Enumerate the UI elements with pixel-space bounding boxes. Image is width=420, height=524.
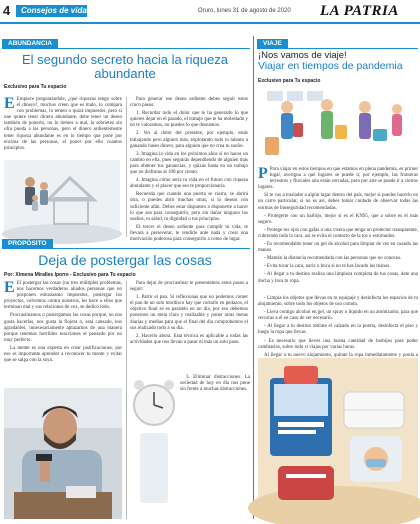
article-byline: Por: Ximena Miralles Iporre - Exclusivo para Tu espacio (4, 272, 136, 278)
article-body-col2: Para generar ese deseo ardiente debes seguir estos cinco pasos: 1. Recordar todo el dolor que te ha generado lo que quieres dejar en el pasado, el trabajo que te ha molestado y no te valoramos, no puedes lo que deseamos. 2. Ver al dolor del presente, por ejemplo, estás trabajando pero alguien más, explotando todo tu talento a ganando bases dinero, para alguien que no crea tu sueño. 3. Imagina la vida en los próximos años si no haces un cambio en ella, pues seguirás dependiendo de alguien más para obtener tus ganancias, y quizás hasta en un trabajo que no disfrutas al 100 por ciento. 4. Imagina cómo sería tu vida en el futuro con riqueza abundante y el placer que eso te proporcionaría. Recuerda que cuando una puerta se cierra, se abrirá otra, o puedes abrir muchas otras, si lo deseas con suficiente afán. Debes estar dispuesto a disponerte a hacer lo que sea para conseguirlo, pero sin dañar ninguno tus sueños, tu salud, tu dignidad o tus principios. El tercer el deseo ardiente para cumplir tu vida, te llevará a perseverar, te rendirle ante nada y crear una motivación poderosa para conseguirlo a como de lugar. (130, 97, 248, 242)
article-body-travel-top: P Para viajar en estos tiempos en que estamos en plena pandemia, es primer lugar, averigua a qué lugares se puede ir, por ejemplo, las fronteras terrestres y fluviales aún están cerradas, pero por aire se puede ir a ciertos lugares. Si te vas a trasladar a algún lugar dentro del país, mejor si puedes hacerlo en un carro particular, si no es así, debes tomar cuidado de observar todas las normas de bioseguridad recomendadas. - Protegerte con un barbijo, mejor si es el KN95, que a sobre es el más seguro. - Protege tus ojos con gafas o una visera que tenga un protector transparente, cubriendo toda la cara, así se evita el contacto de la tos o estornudos. - Es recomendable tener un gel de alcohol para limpiar de vez en cuando las manos. - Mantén la distancia recomendada con las personas que no conoces. - Evita tocar la cara, nariz o boca si no te has lavado las manos. - Al llegar a tu destino realiza una limpieza completa de tus cosas, date una ducha y lava tu ropa. (258, 165, 418, 284)
article-body-col2: Para dejar de procrastinar te presentamos estos pasos a seguir: 1. Partir el pan. Si reflexionas que no podemos comer el pan de un solo mordisco hay que cortarlo en pedazos, el objetivo final se es paralelo en un día, por eso debemos ponernos un meta clara y realizable y poner otras metas diarias y medias para que el final del día comprobemos el sus realizado todo a su día. 2. Hacerlo ahora. Esta técnica es aplicable a todas las actividades que nos llevan a pasar el más un solo paso. (130, 281, 248, 345)
family-house-illustration (4, 160, 120, 236)
article-byline: Exclusivo para Tu espacio (258, 78, 321, 84)
column-divider (126, 281, 127, 519)
article-body-col2-cont: 3. Eliminar distracciones. La sociedad de hoy en día nos pone sin frente a muchas distracciones. (180, 375, 250, 393)
newspaper-brand: LA PATRIA (320, 3, 399, 19)
page-number: 4 (3, 3, 11, 18)
man-with-phone-photo (4, 388, 122, 519)
article-body-col1 (4, 97, 122, 158)
article-title-travel: Viajar en tiempos de pandemia (258, 60, 403, 72)
paragraph: E Empiece preguntándole, ¿qué riquezas tengo sobre el dinero?, muchos creen que es malo, lo compara con problemas, lo temen o quizá impuestos, pero si une quiere tener dinero abundante, debe tener un deseo también de ponerlo, no lo tiemes a mal, la sobrietez sin ofra pueda a las personas, pero el dinero ardientemente tener riqueza abundante es en lo tiempo que pone por encima de las personas, el poner por ello cuantos principios. (4, 95, 122, 151)
section-tag-abundancia: ABUNDANCIA (2, 39, 58, 49)
travel-kicker: ¡Nos vamos de viaje! (258, 50, 347, 61)
section-tag-proposito: PROPÓSITO (2, 239, 53, 249)
page-column-divider (253, 36, 254, 519)
section-tag-viaje: VIAJE (257, 39, 288, 49)
travel-masks-photo (258, 358, 418, 518)
column-divider (126, 97, 127, 237)
issue-date: Oruro, lunes 31 de agosto de 2020 (198, 8, 291, 14)
alarm-clock-illustration (130, 375, 176, 515)
drop-cap: E (4, 279, 15, 296)
article-title-procrastination: Deja de postergar las cosas (38, 252, 212, 268)
article-title-abundance: El segundo secreto hacia la riqueza abundante (22, 52, 228, 81)
drop-cap: P (258, 165, 268, 182)
article-body-travel-mid: - Limpia los objetos que llevas en tu equipaje y desinfecta los espacios de tu alojamiento, sobre todo los objetos de uso común. - Lleva contigo alcohol en gel, un spray o líquido en un atomizador, para que recurras a él en caso de ser necesario. - Al llegar a tu destino retírate el calzado en la puerta, desinfecta el piso y luego la ropa que llevas. - Es necesario que lleves una buena cantidad de barbijos para poder cambiarlos, sobre todo si viajas por varias horas. Al llegar a tu nuevo alojamiento, quitate la ropa inmediatamente y ponla a (258, 296, 418, 358)
travelers-illustration (257, 85, 418, 165)
section-label: Consejos de vida (16, 5, 87, 17)
divider (2, 48, 250, 49)
article-body-col1: E El postergar las cosas (no tres múltiples problemas, nos hacemos verdaderos aliados personas que no posponen entusiasmo impuestos, postergar los proyectos, volvemos contra nosotros, les hace a ellos que terminan mal y sus relaciones de vez, se dedicó todo. Procrastinamos o postergamos las cosas porque, no nos gusta hacerlas, nos gusta la flojera o, está cansado, nos agradables, innecesariamente aplazamos de una manera porque tenemos horribles reacciones el pensado por no muy perfecto. La mente es una experta en crear justificaciones, por eso es importante aprender a reconocer tu mente y evitar que se salga con la suya. (4, 279, 122, 364)
article-byline: Exclusivo para Tu espacio (4, 84, 67, 90)
divider (257, 48, 418, 49)
divider (2, 248, 250, 249)
drop-cap: E (4, 95, 15, 112)
